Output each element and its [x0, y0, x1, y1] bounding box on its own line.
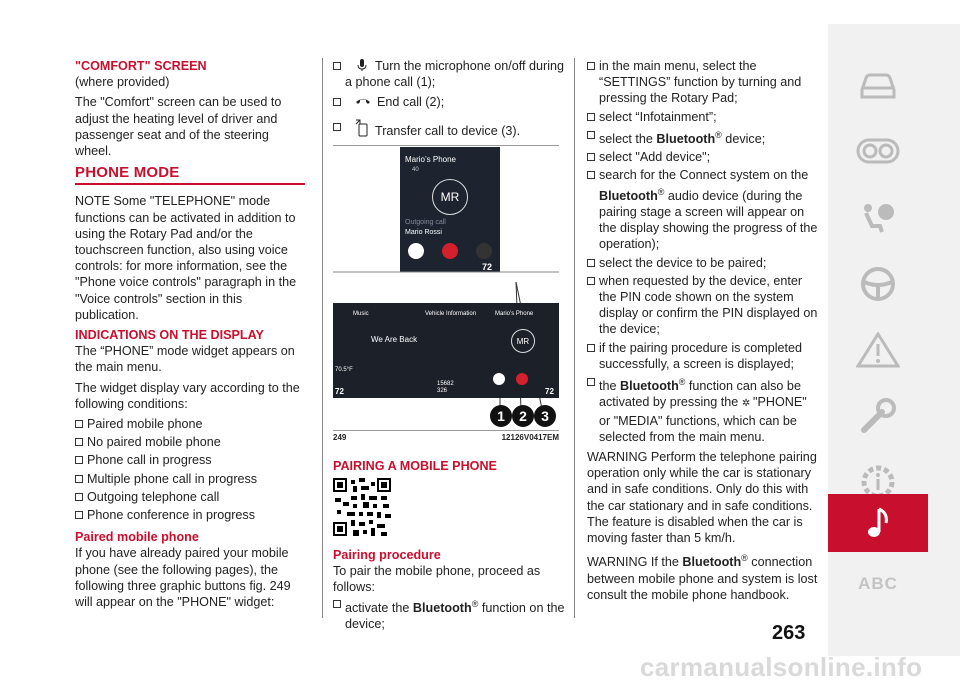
column-2	[333, 58, 565, 141]
column-1	[75, 58, 305, 614]
list-item: when requested by the device, enter the PIN code shown on the system display or confirm the PIN displayed on the device;	[587, 273, 819, 338]
screen2-end-button[interactable]	[516, 373, 528, 385]
watermark: carmanualsonline.info	[640, 652, 923, 682]
car-icon	[856, 68, 900, 104]
procedure-title: Pairing procedure	[333, 548, 441, 562]
callout-3: 3	[534, 405, 556, 427]
screen1-signal: 40	[412, 167, 419, 173]
figure-bottom-rule	[333, 430, 559, 431]
figure-code: 12126V0417EM	[501, 433, 559, 442]
sidebar-item-index[interactable]	[828, 552, 928, 616]
screen2-avatar: MR	[511, 329, 535, 353]
screen2-vehicle: Vehicle Information	[425, 311, 477, 317]
comfort-text: The "Comfort" screen can be used to adjust the heating level of driver and passenger seat and of the steering wheel.	[75, 95, 282, 159]
indications-text-2: The widget display vary according to the following conditions:	[75, 380, 300, 411]
paired-text: If you have already paired your mobile phone (see the following pages), the following three graphic buttons fig. 249 will appear on the "PHONE" widget:	[75, 546, 291, 610]
list-item: select the device to be paired;	[587, 255, 819, 271]
conditions-list	[75, 416, 305, 523]
steering-wheel-icon	[856, 266, 900, 302]
warning-connection: WARNING If the Bluetooth® connection between mobile phone and system is lost consult the mobile phone handbook.	[587, 553, 818, 602]
list-item: Outgoing telephone call	[75, 489, 305, 505]
button-desc-transfer: Transfer call to device (3).	[333, 119, 565, 139]
comfort-title: "COMFORT" SCREEN	[75, 59, 207, 73]
sidebar-item-safety[interactable]	[828, 186, 928, 250]
main-menu-screen	[333, 303, 559, 398]
list-item: in the main menu, select the “SETTINGS” function by turning and pressing the Rotary Pad;	[587, 58, 819, 107]
screen2-odo1: 15682	[437, 381, 454, 387]
pairing-section	[333, 458, 565, 474]
chapter-sidebar	[828, 24, 960, 656]
list-item: select “Infotainment”;	[587, 109, 819, 125]
screen1-name: Mario Rossi	[405, 229, 442, 236]
figure-number: 249	[333, 433, 347, 442]
list-item: select "Add device";	[587, 149, 819, 165]
screen2-music: Music	[353, 311, 369, 317]
transfer-call-icon	[355, 119, 369, 137]
warning-pairing: WARNING Perform the telephone pairing operation only while the car is stationary and in safe conditions. Only do this with the car stationary and in safe conditions. The feature is disabled when the car is moving faster than 5 km/h.	[587, 450, 817, 546]
screen1-temp: 72	[482, 262, 493, 272]
screen2-temp-right: 72	[545, 387, 554, 396]
page-number: 263	[772, 622, 806, 644]
list-item: Multiple phone call in progress	[75, 471, 305, 487]
pairing-procedure	[333, 547, 565, 634]
screen2-odo2: 326	[437, 388, 448, 394]
sidebar-item-car[interactable]	[828, 54, 928, 118]
callout-1: 1	[490, 405, 512, 427]
screen2-temp-left: 72	[335, 387, 344, 396]
pairing-title: PAIRING A MOBILE PHONE	[333, 459, 497, 473]
paired-title: Paired mobile phone	[75, 530, 199, 545]
screen1-avatar: MR	[432, 179, 468, 215]
sidebar-item-driving[interactable]	[828, 252, 928, 316]
list-item: search for the Connect system on the Bluetooth® audio device (during the pairing stage a screen will appear on the display showing the progress of the operation);	[587, 167, 819, 252]
indications-title: INDICATIONS ON THE DISPLAY	[75, 328, 264, 343]
list-item: select the Bluetooth® device;	[587, 127, 819, 147]
list-item: No paired mobile phone	[75, 434, 305, 450]
screen2-phone: Mario’s Phone	[495, 311, 534, 317]
screen2-mic-button[interactable]	[493, 373, 505, 385]
phone-mode-title: PHONE MODE	[75, 164, 180, 182]
column-divider-2	[574, 58, 575, 618]
qr-code-icon	[333, 478, 391, 536]
column-3	[587, 58, 819, 607]
airbag-icon	[856, 200, 900, 236]
procedure-text: To pair the mobile phone, proceed as follows:	[333, 564, 541, 595]
sidebar-item-dashboard[interactable]	[828, 120, 928, 184]
sidebar-item-emergency[interactable]	[828, 318, 928, 382]
end-call-icon	[355, 94, 371, 108]
title-rule	[75, 183, 305, 185]
indications-text-1: The “PHONE” mode widget appears on the main menu.	[75, 344, 295, 375]
wrench-icon	[856, 398, 900, 434]
list-item: if the pairing procedure is completed successfully, a screen is displayed;	[587, 340, 819, 372]
button-desc-end: End call (2);	[333, 94, 565, 110]
figure-caption	[333, 433, 559, 442]
list-item: the Bluetooth® function can also be activated by pressing the ✲ "PHONE" or "MEDIA" functions, which can be selected from the main menu.	[587, 374, 819, 445]
screen1-title: Mario’s Phone	[405, 155, 456, 164]
list-item: Phone call in progress	[75, 452, 305, 468]
warning-triangle-icon	[856, 332, 900, 368]
column-divider-1	[322, 58, 323, 618]
list-item: activate the Bluetooth® function on the device;	[333, 596, 565, 633]
microphone-icon	[355, 58, 369, 72]
screen2-outside-temp: 70.5°F	[335, 367, 353, 373]
list-item: Phone conference in progress	[75, 507, 305, 523]
callout-2: 2	[512, 405, 534, 427]
sidebar-item-maintenance[interactable]	[828, 384, 928, 448]
screen2-song: We Are Back	[371, 335, 418, 344]
phone-mode-note: NOTE Some "TELEPHONE" mode functions can be activated in addition to using the Rotary Pad and/or the touchscreen function, also using voice controls: for more information, see the "Phone voice controls" paragraph in the "Voice controls" section in this publication.	[75, 194, 297, 322]
music-note-icon	[856, 505, 900, 541]
list-item: Paired mobile phone	[75, 416, 305, 432]
comfort-where: (where provided)	[75, 75, 170, 90]
screen1-status: Outgoing call	[405, 219, 446, 226]
figure-top-rule	[333, 145, 559, 146]
abc-label: ABC	[858, 574, 898, 593]
rotary-pad-icon: ✲	[741, 398, 753, 410]
button-desc-mic: Turn the microphone on/off during a phone call (1);	[333, 58, 565, 90]
sidebar-item-multimedia[interactable]	[828, 494, 928, 552]
dashboard-icon	[856, 134, 900, 170]
